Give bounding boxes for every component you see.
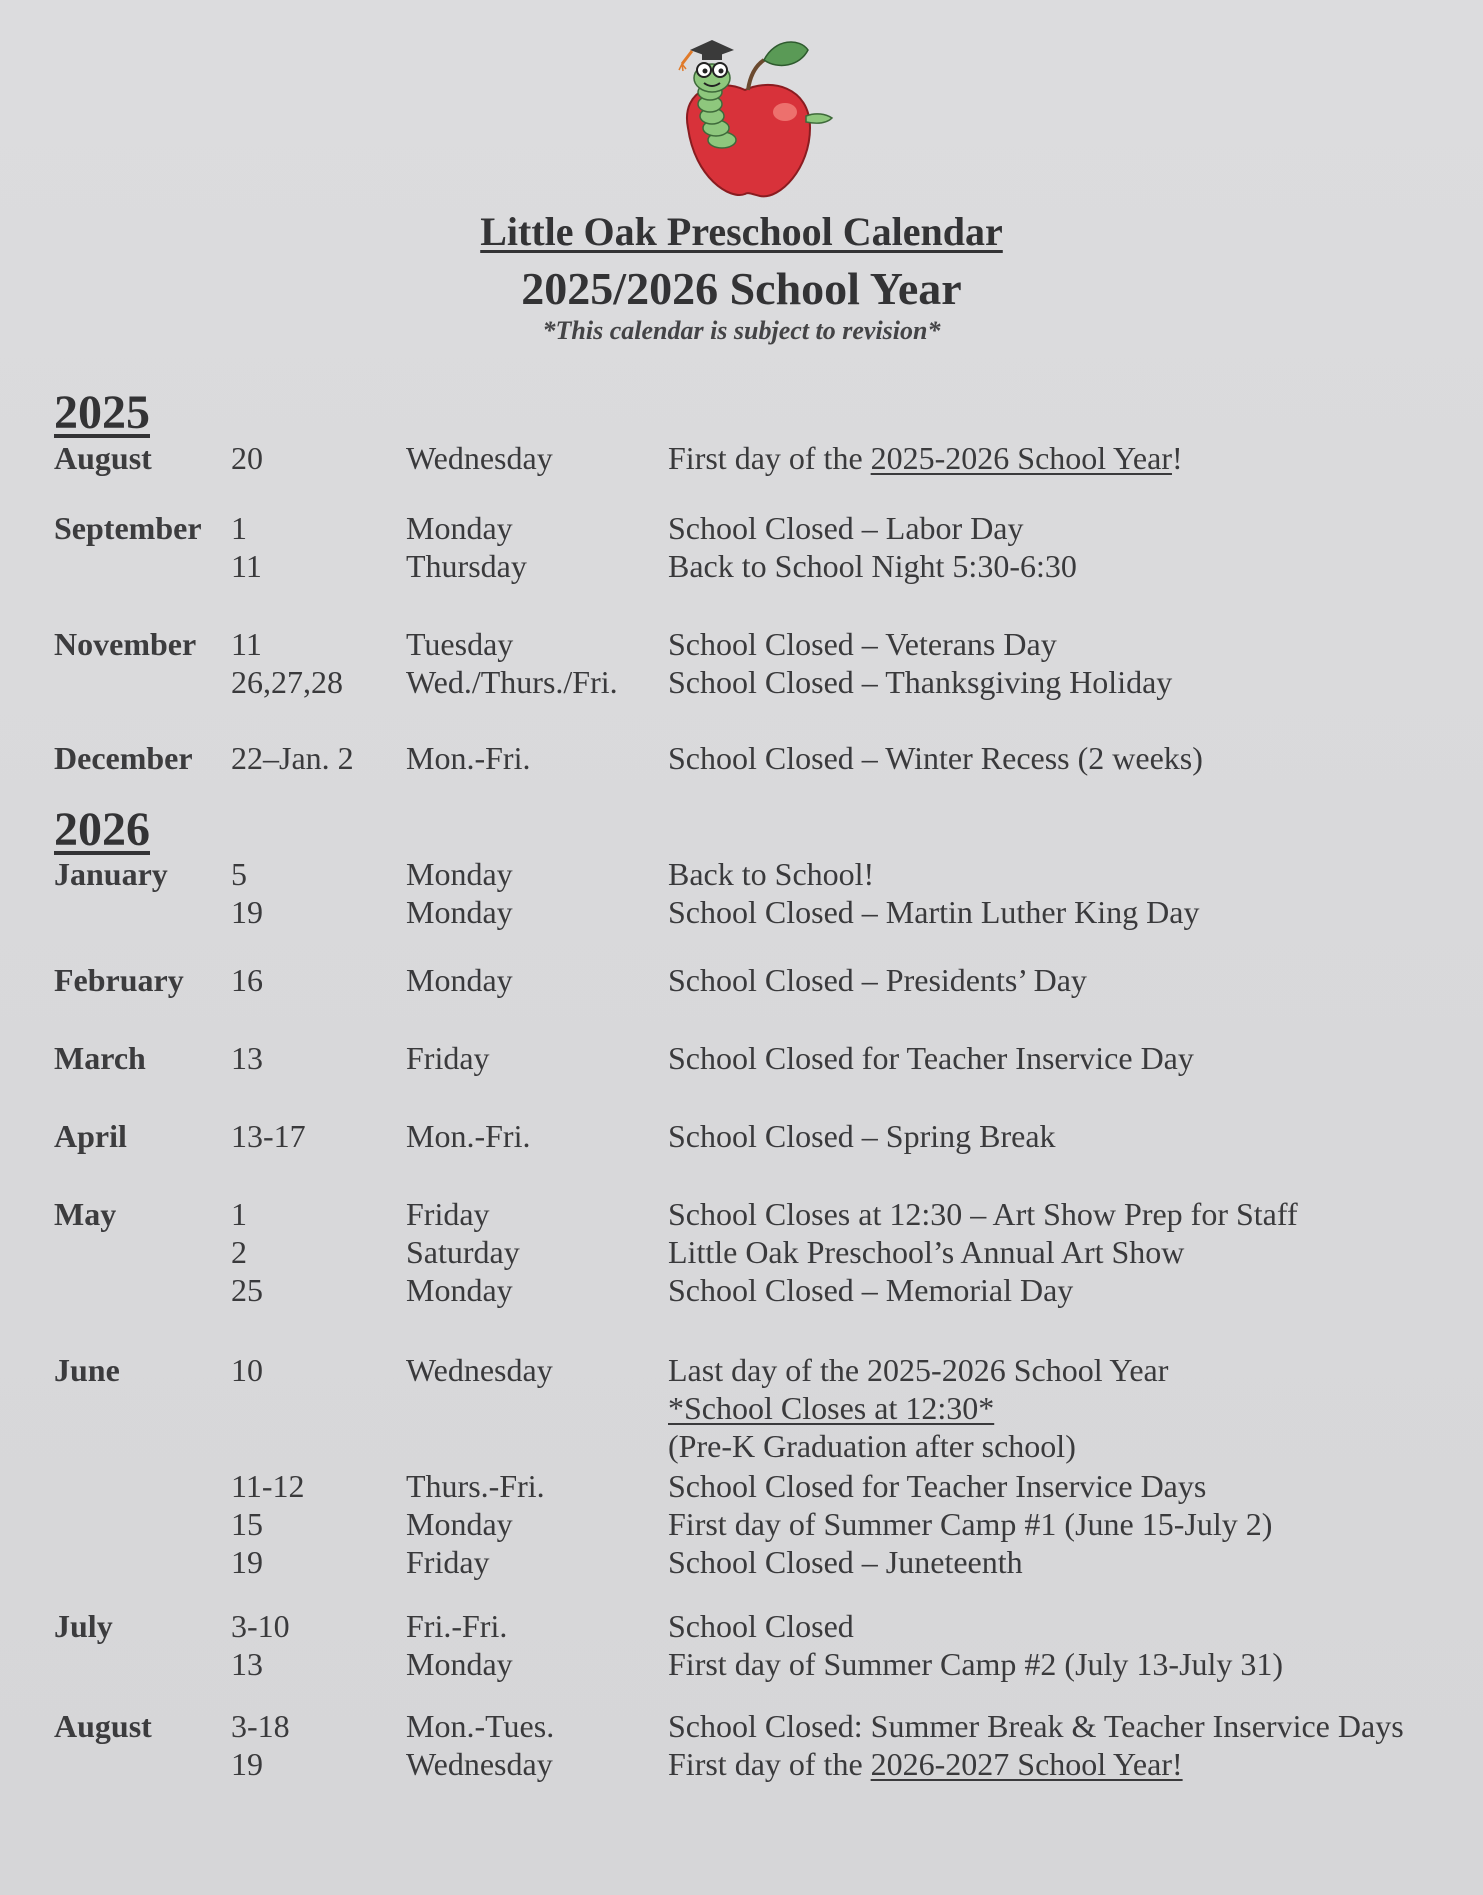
event-weekday: Friday bbox=[406, 1040, 490, 1076]
event-description bbox=[668, 894, 1199, 931]
event-weekday: Monday bbox=[406, 1272, 513, 1308]
event-weekday: Saturday bbox=[406, 1234, 520, 1270]
event-month: June bbox=[54, 1352, 120, 1388]
event-row bbox=[0, 1608, 1483, 1648]
event-description-text: Little Oak Preschool’s Annual Art Show bbox=[668, 1234, 1185, 1270]
event-description bbox=[668, 548, 1077, 585]
event-description-text: First day of Summer Camp #2 (July 13-July 31) bbox=[668, 1646, 1284, 1682]
event-description-text: School Closed bbox=[668, 1608, 854, 1644]
event-month: November bbox=[54, 626, 197, 662]
event-month: May bbox=[54, 1196, 117, 1232]
event-description-text: Back to School Night 5:30-6:30 bbox=[668, 548, 1077, 584]
event-weekday: Monday bbox=[406, 510, 513, 546]
event-description-text: School Closed – Martin Luther King Day bbox=[668, 894, 1200, 930]
year-heading-2026: 2026 bbox=[54, 803, 150, 856]
event-row bbox=[0, 1234, 1483, 1274]
event-description bbox=[668, 1272, 1073, 1309]
apple-worm-logo bbox=[660, 28, 840, 200]
event-description bbox=[668, 1428, 1076, 1465]
event-date: 13 bbox=[231, 1646, 263, 1682]
event-row bbox=[0, 1040, 1483, 1080]
event-weekday: Monday bbox=[406, 1506, 513, 1542]
event-row bbox=[0, 1746, 1483, 1786]
event-description-text: School Closed – Presidents’ Day bbox=[668, 962, 1087, 998]
event-description bbox=[668, 1506, 1272, 1543]
event-month: August bbox=[54, 1708, 152, 1744]
event-row bbox=[0, 1352, 1483, 1392]
event-row bbox=[0, 1646, 1483, 1686]
event-description-text: School Closed: Summer Break & Teacher Inservice Days bbox=[668, 1708, 1404, 1744]
event-description-text: First day of the bbox=[668, 1746, 871, 1782]
event-weekday: Monday bbox=[406, 856, 513, 892]
event-row bbox=[0, 1118, 1483, 1158]
event-description-text: Last day of the 2025-2026 School Year bbox=[668, 1352, 1169, 1388]
event-description bbox=[668, 1040, 1194, 1077]
event-month: December bbox=[54, 740, 193, 776]
event-weekday: Mon.-Fri. bbox=[406, 1118, 531, 1154]
event-description-text: School Closed – Winter Recess (2 weeks) bbox=[668, 740, 1203, 776]
event-description-text: School Closed – Spring Break bbox=[668, 1118, 1056, 1154]
event-row bbox=[0, 548, 1483, 588]
event-description-underlined: 2026-2027 School Year! bbox=[870, 1746, 1183, 1782]
event-date: 15 bbox=[231, 1506, 263, 1542]
event-description bbox=[668, 1746, 1183, 1783]
event-date: 10 bbox=[231, 1352, 263, 1388]
event-date: 5 bbox=[231, 856, 247, 892]
event-weekday: Tuesday bbox=[406, 626, 514, 662]
event-month: July bbox=[54, 1608, 113, 1644]
event-month: September bbox=[54, 510, 202, 546]
event-date: 13 bbox=[231, 1040, 263, 1076]
event-description-text: School Closed for Teacher Inservice Day bbox=[668, 1040, 1194, 1076]
event-month: January bbox=[54, 856, 168, 892]
event-row bbox=[0, 1272, 1483, 1312]
event-row bbox=[0, 510, 1483, 550]
event-weekday: Thursday bbox=[406, 548, 527, 584]
event-description-text: School Closed – Memorial Day bbox=[668, 1272, 1074, 1308]
event-row bbox=[0, 962, 1483, 1002]
calendar-title: Little Oak Preschool Calendar bbox=[480, 209, 1003, 254]
event-description bbox=[668, 1544, 1023, 1581]
event-description-text: School Closed – Juneteenth bbox=[668, 1544, 1023, 1580]
event-row bbox=[0, 1196, 1483, 1236]
event-description-text: School Closed – Labor Day bbox=[668, 510, 1024, 546]
event-row bbox=[0, 1506, 1483, 1546]
event-weekday: Mon.-Fri. bbox=[406, 740, 531, 776]
event-description bbox=[668, 1468, 1206, 1505]
event-weekday: Thurs.-Fri. bbox=[406, 1468, 545, 1504]
event-weekday: Wednesday bbox=[406, 1746, 553, 1782]
event-date: 11 bbox=[231, 626, 262, 662]
event-date: 2 bbox=[231, 1234, 247, 1270]
event-description bbox=[668, 1352, 1168, 1389]
event-date: 22–Jan. 2 bbox=[231, 740, 354, 776]
event-description-text: (Pre-K Graduation after school) bbox=[668, 1428, 1076, 1464]
event-description bbox=[668, 1234, 1184, 1271]
event-row bbox=[0, 740, 1483, 780]
revision-note: *This calendar is subject to revision* bbox=[542, 316, 941, 345]
event-description bbox=[668, 440, 1183, 477]
event-date: 16 bbox=[231, 962, 263, 998]
event-date: 1 bbox=[231, 510, 247, 546]
event-description-text: Back to School! bbox=[668, 856, 875, 892]
event-weekday: Friday bbox=[406, 1544, 490, 1580]
school-year-subtitle: 2025/2026 School Year bbox=[521, 263, 962, 314]
event-month: March bbox=[54, 1040, 146, 1076]
event-weekday: Mon.-Tues. bbox=[406, 1708, 555, 1744]
event-description bbox=[668, 740, 1203, 777]
event-row bbox=[0, 664, 1483, 704]
event-date: 11 bbox=[231, 548, 262, 584]
event-date: 19 bbox=[231, 894, 263, 930]
event-description bbox=[668, 1196, 1298, 1233]
event-description-text: School Closed for Teacher Inservice Days bbox=[668, 1468, 1207, 1504]
event-month: February bbox=[54, 962, 184, 998]
event-date: 19 bbox=[231, 1746, 263, 1782]
event-weekday: Monday bbox=[406, 894, 513, 930]
event-description-text: ! bbox=[1171, 440, 1183, 476]
event-weekday: Wednesday bbox=[406, 440, 553, 476]
event-weekday: Fri.-Fri. bbox=[406, 1608, 508, 1644]
event-description bbox=[668, 626, 1057, 663]
event-description bbox=[668, 1118, 1056, 1155]
event-description-text: First day of the bbox=[668, 440, 871, 476]
event-date: 26,27,28 bbox=[231, 664, 343, 700]
event-date: 3-18 bbox=[231, 1708, 290, 1744]
event-description-text: First day of Summer Camp #1 (June 15-July 2) bbox=[668, 1506, 1273, 1542]
event-row bbox=[0, 626, 1483, 666]
event-description bbox=[668, 1708, 1404, 1745]
event-weekday: Friday bbox=[406, 1196, 490, 1232]
event-weekday: Monday bbox=[406, 962, 513, 998]
event-description bbox=[668, 1608, 854, 1645]
event-description-text: School Closed – Thanksgiving Holiday bbox=[668, 664, 1173, 700]
event-description bbox=[668, 1646, 1283, 1683]
event-row bbox=[0, 1390, 1483, 1430]
event-description-underlined: 2025-2026 School Year bbox=[870, 440, 1172, 476]
event-weekday: Wednesday bbox=[406, 1352, 553, 1388]
event-date: 19 bbox=[231, 1544, 263, 1580]
event-row bbox=[0, 894, 1483, 934]
event-row bbox=[0, 1428, 1483, 1468]
event-description bbox=[668, 1390, 994, 1427]
event-weekday: Wed./Thurs./Fri. bbox=[406, 664, 618, 700]
event-date: 25 bbox=[231, 1272, 263, 1308]
event-row bbox=[0, 1708, 1483, 1748]
event-description bbox=[668, 664, 1172, 701]
event-date: 1 bbox=[231, 1196, 247, 1232]
year-heading-2025: 2025 bbox=[54, 386, 150, 439]
event-date: 11-12 bbox=[231, 1468, 305, 1504]
event-date: 20 bbox=[231, 440, 263, 476]
event-date: 13-17 bbox=[231, 1118, 306, 1154]
event-description-text: School Closed – Veterans Day bbox=[668, 626, 1057, 662]
event-row bbox=[0, 1544, 1483, 1584]
event-description-text: School Closes at 12:30 – Art Show Prep for Staff bbox=[668, 1196, 1298, 1232]
event-row bbox=[0, 1468, 1483, 1508]
event-row bbox=[0, 856, 1483, 896]
event-description bbox=[668, 856, 874, 893]
event-description bbox=[668, 510, 1024, 547]
event-description-underlined: *School Closes at 12:30* bbox=[668, 1390, 995, 1426]
event-month: April bbox=[54, 1118, 127, 1154]
event-row bbox=[0, 440, 1483, 480]
event-description bbox=[668, 962, 1087, 999]
event-date: 3-10 bbox=[231, 1608, 290, 1644]
event-month: August bbox=[54, 440, 152, 476]
event-weekday: Monday bbox=[406, 1646, 513, 1682]
